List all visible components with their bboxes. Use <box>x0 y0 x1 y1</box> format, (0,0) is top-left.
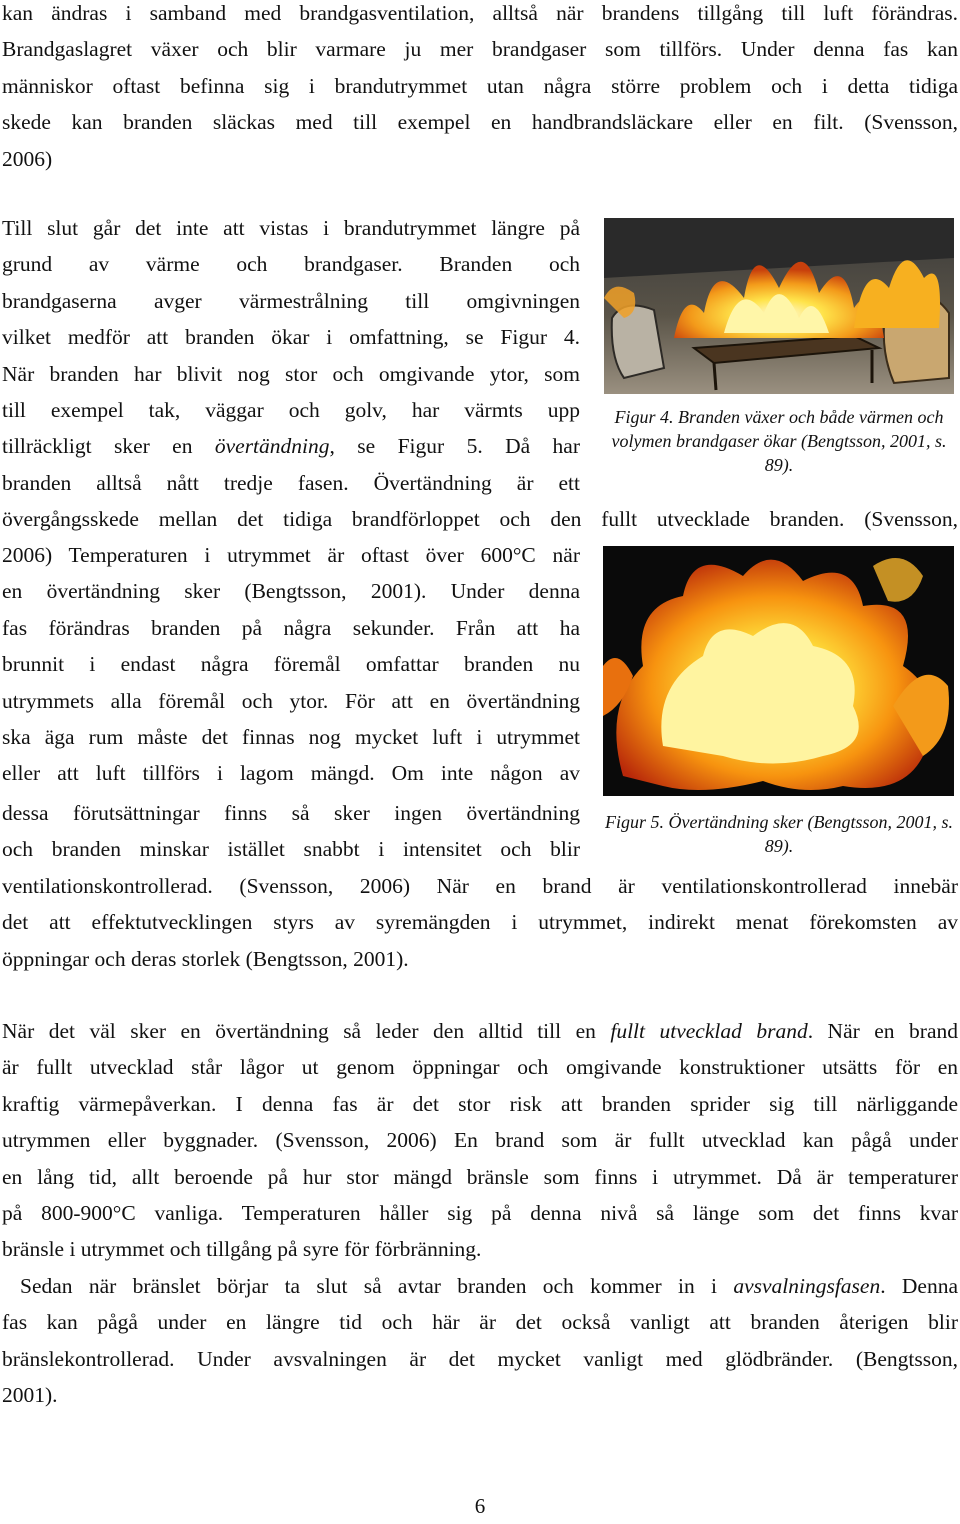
text-line: brandgaserna avger värmestrålning till omgivningen <box>2 288 580 313</box>
text-segment: . Denna <box>880 1274 958 1298</box>
text-segment: Sedan när bränslet börjar ta slut så avtar branden och kommer in i <box>20 1274 734 1298</box>
paragraph-cooling <box>2 1268 958 1414</box>
text-line: utrymmen eller byggnader. (Svensson, 2006) En brand som är fullt utvecklad kan pågå under <box>2 1128 958 1153</box>
figure-5-caption: Figur 5. Övertändning sker (Bengtsson, 2001, s. 89). <box>605 812 953 856</box>
figure-5-image <box>603 546 954 796</box>
text-line: på 800-900°C vanliga. Temperaturen håller sig på denna nivå så länge som det finns kvar <box>2 1201 958 1226</box>
emphasis-term: avsvalningsfasen <box>733 1274 881 1298</box>
text-line: 2006) Temperaturen i utrymmet är oftast över 600°C när <box>2 543 580 567</box>
paragraph-overtandning <box>2 210 580 501</box>
text-line <box>2 1268 958 1304</box>
figure-4-caption: Figur 4. Branden växer och både värmen och volymen brandgaser ökar (Bengtsson, 2001, s. 89). <box>611 407 947 475</box>
text-line: eller att luft tillförs i lagom mängd. Om inte någon av <box>2 761 580 786</box>
text-line: grund av värme och brandgaser. Branden och <box>2 252 580 277</box>
text-line: och branden minskar istället snabbt i intensitet och blir <box>2 837 580 862</box>
text-line: Brandgaslagret växer och blir varmare ju mer brandgaser som tillförs. Under denna fas kan <box>2 37 958 62</box>
text-line: bränsle i utrymmet och tillgång på syre för förbränning. <box>2 1237 482 1262</box>
text-line: dessa förutsättningar finns så sker ingen övertändning <box>2 800 580 825</box>
text-line <box>2 428 580 464</box>
text-line: 2006) <box>2 146 53 171</box>
text-line-full <box>2 501 958 537</box>
text-line: till exempel tak, väggar och golv, har värmts upp <box>2 398 580 423</box>
text-line: Till slut går det inte att vistas i brandutrymmet längre på <box>2 216 580 240</box>
fire-growing-illustration <box>604 218 954 394</box>
text-line: kraftig värmepåverkan. I denna fas är det stor risk att branden sprider sig till närliggande <box>2 1091 958 1116</box>
text-line: utrymmets alla föremål och ytor. För att en övertändning <box>2 688 580 713</box>
text-line: 2001). <box>2 1383 58 1408</box>
text-line: brunnit i endast några föremål omfattar branden nu <box>2 652 580 677</box>
paragraph-ventilation <box>2 868 958 977</box>
paragraph-fully-developed <box>2 1013 958 1268</box>
text-line <box>2 1013 958 1049</box>
text-line: kan ändras i samband med brandgasventilation, alltså när brandens tillgång till luft förändras. <box>2 1 958 25</box>
text-line: är fullt utvecklad står lågor ut genom öppningar och omgivande konstruktioner utsätts för en <box>2 1055 958 1080</box>
page-number: 6 <box>474 1494 486 1518</box>
text-line: branden alltså nått tredje fasen. Övertändning är ett <box>2 470 580 495</box>
text-line: en lång tid, allt beroende på hur stor mängd bränsle som finns i utrymmet. Då är temperaturer <box>2 1164 958 1189</box>
text-line: det att effektutvecklingen styrs av syremängden i utrymmet, indirekt menat förekomsten av <box>2 910 958 935</box>
text-line: övergångsskede mellan det tidiga brandförloppet och den fullt utvecklade branden. (Svensson, <box>2 507 958 531</box>
text-line: fas förändras branden på några sekunder. Från att ha <box>2 615 580 640</box>
figure-4-image <box>604 218 954 394</box>
text-line: fas kan pågå under en längre tid och här är det också vanligt att branden återigen blir <box>2 1310 958 1335</box>
text-line: öppningar och deras storlek (Bengtsson, 2001). <box>2 946 409 971</box>
text-segment: tillräckligt sker en <box>2 434 215 459</box>
text-line: människor oftast befinna sig i brandutrymmet utan några större problem och i detta tidiga <box>2 73 958 98</box>
intro-paragraph <box>2 0 958 177</box>
emphasis-term: övertändning <box>214 434 330 459</box>
text-segment: . När en brand <box>807 1019 958 1043</box>
text-segment: När det väl sker en övertändning så leder den alltid till en <box>2 1019 611 1043</box>
text-line: en övertändning sker (Bengtsson, 2001). Under denna <box>2 579 580 604</box>
emphasis-term: fullt utvecklad brand <box>610 1019 808 1043</box>
text-line: ventilationskontrollerad. (Svensson, 2006) När en brand är ventilationskontrollerad innebär <box>2 874 958 898</box>
text-segment: , se Figur 5. Då har <box>329 434 581 459</box>
text-line: vilket medför att branden ökar i omfattning, se Figur 4. <box>2 325 580 350</box>
text-line: bränslekontrollerad. Under avsvalningen är det mycket vanligt med glödbränder. (Bengtsson, <box>2 1346 958 1371</box>
text-line: ska äga rum måste det finnas nog mycket luft i utrymmet <box>2 725 580 750</box>
text-line: När branden har blivit nog stor och omgivande ytor, som <box>2 361 580 386</box>
flashover-illustration <box>603 546 954 796</box>
text-line: skede kan branden släckas med till exempel en handbrandsläckare eller en filt. (Svensson, <box>2 110 958 135</box>
paragraph-temperature <box>2 537 580 868</box>
